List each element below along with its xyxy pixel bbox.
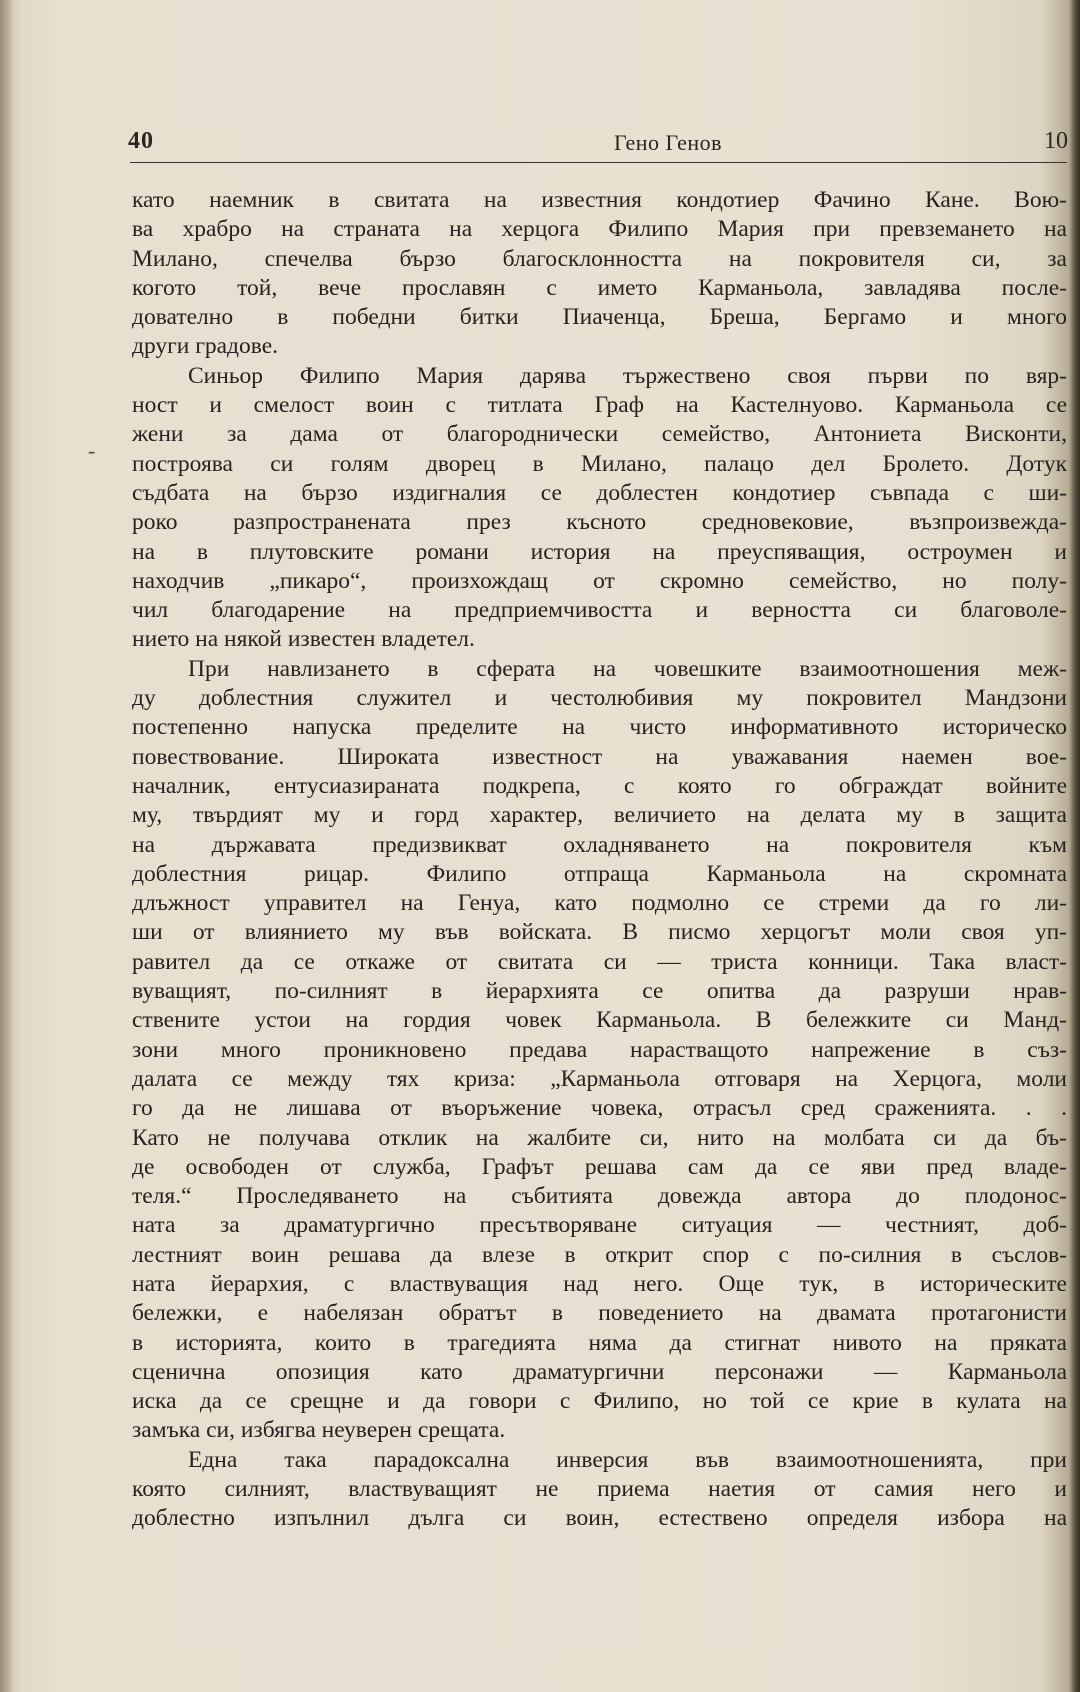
text-line: вуващият, по-силният в йерархията се опитва да разруши нрав-: [132, 978, 1067, 1005]
text-line: При навлизането в сферата на човешките взаимоотношения меж-: [188, 655, 1067, 682]
text-line: като наемник в свитата на известния кондотиер Фачино Кане. Вою-: [132, 187, 1067, 213]
text-line: Синьор Филипо Мария дарява тържествено своя първи по вяр-: [188, 362, 1067, 389]
text-line: повествование. Широката известност на уважавания наемен вое-: [132, 743, 1067, 770]
text-line: го да не лишава от въоръжение човека, отрасъл сред сраженията. . .: [132, 1095, 1067, 1122]
text-line: зони много проникновено предава нарастващото напрежение в съз-: [132, 1036, 1067, 1063]
text-line: доблестно изпълнил дълга си воин, естествено определя избора на: [132, 1505, 1067, 1532]
text-line: чил благодарение на предприемчивостта и верността си благоволе-: [132, 597, 1067, 624]
text-line: сценична опозиция като драматургични персонажи — Карманьола: [132, 1358, 1067, 1385]
text-line: съдбата на бързо издигналия се доблестен кондотиер съвпада с ши-: [132, 479, 1067, 506]
text-line: на държавата предизвикват охладняването на покровителя към: [132, 831, 1067, 858]
spine-shadow: [0, 0, 14, 1692]
text-line: началник, ентусиазираната подкрепа, с която го обграждат войните: [132, 772, 1067, 799]
margin-mark: -: [88, 438, 96, 463]
text-line: далата се между тях криза: „Карманьола отговаря на Херцога, моли: [132, 1065, 1067, 1092]
text-line: ствените устои на гордия човек Карманьола. В бележките си Манд-: [132, 1007, 1067, 1034]
text-line: ност и смелост воин с титлата Граф на Кастелнуово. Карманьола се: [132, 392, 1067, 419]
text-line: иска да се срещне и да говори с Филипо, но той се крие в кулата на: [132, 1388, 1067, 1415]
text-line: ду доблестния служител и честолюбивия му покровител Мандзони: [132, 685, 1067, 712]
page-edge-shadow: [1070, 0, 1080, 1692]
text-line: построява си голям дворец в Милано, палацо дел Бролето. Дотук: [132, 450, 1067, 477]
text-line: жени за дама от благороднически семейство, Антониета Висконти,: [132, 421, 1067, 448]
text-line: на в плутовските романи история на преуспяващия, остроумен и: [132, 538, 1067, 565]
running-head: [128, 128, 1078, 162]
text-line: нието на някой известен владетел.: [132, 626, 475, 653]
running-head-author: Гено Генов: [613, 130, 723, 155]
text-line: ва храбро на страната на херцога Филипо Мария при превземането на: [132, 216, 1067, 243]
text-line: бележки, е набелязан обратът в поведението на двамата протагонисти: [132, 1300, 1067, 1327]
body-text: [132, 186, 1067, 1534]
text-line: замъка си, избягва неуверен срещата.: [132, 1417, 506, 1444]
text-line: находчив „пикаро“, произхождащ от скромно семейство, но полу-: [132, 567, 1067, 594]
text-line: равител да се откаже от свитата си — триста конници. Така власт-: [132, 948, 1067, 975]
header-rule: [130, 162, 1067, 163]
text-line: други градове.: [132, 333, 279, 360]
text-line: ши от влиянието му във войската. В писмо херцогът моли своя уп-: [132, 919, 1067, 946]
text-line: Милано, спечелва бързо благосклонността на покровителя си, за: [132, 245, 1067, 272]
text-line: Като не получава отклик на жалбите си, нито на молбата си да бъ-: [132, 1124, 1067, 1151]
text-line: му, твърдият му и горд характер, величието на делата му в защита: [132, 802, 1067, 829]
next-page-number: 10: [1044, 128, 1068, 154]
text-line: ната йерархия, с властвуващия над него. Още тук, в историческите: [132, 1270, 1067, 1297]
text-line: ната за драматургично пресътворяване ситуация — честният, доб-: [132, 1212, 1067, 1239]
text-line: дователно в победни битки Пиаченца, Бреша, Бергамо и много: [132, 304, 1067, 331]
text-line: която силният, властвуващият не приема наетия от самия него и: [132, 1476, 1067, 1503]
text-line: длъжност управител на Генуа, като подмолно се стреми да го ли-: [132, 890, 1067, 917]
text-line: когото той, вече прославян с името Карманьола, завладява после-: [132, 274, 1067, 301]
text-line: Една така парадоксална инверсия във взаимоотношенията, при: [188, 1446, 1067, 1473]
text-line: де освободен от служба, Графът решава сам да се яви пред владе-: [132, 1153, 1067, 1180]
text-line: лестният воин решава да влезе в открит спор с по-силния в съслов-: [132, 1241, 1067, 1268]
page-number: 40: [128, 128, 154, 154]
text-line: постепенно напуска пределите на чисто информативното историческо: [132, 714, 1067, 741]
text-line: доблестния рицар. Филипо отпраща Карманьола на скромната: [132, 860, 1067, 887]
text-line: роко разпространената през късното средновековие, възпроизвежда-: [132, 509, 1067, 536]
text-line: в историята, които в трагедията няма да стигнат нивото на пряката: [132, 1329, 1067, 1356]
text-line: теля.“ Проследяването на събитията довежда автора до плодонос-: [132, 1183, 1067, 1210]
